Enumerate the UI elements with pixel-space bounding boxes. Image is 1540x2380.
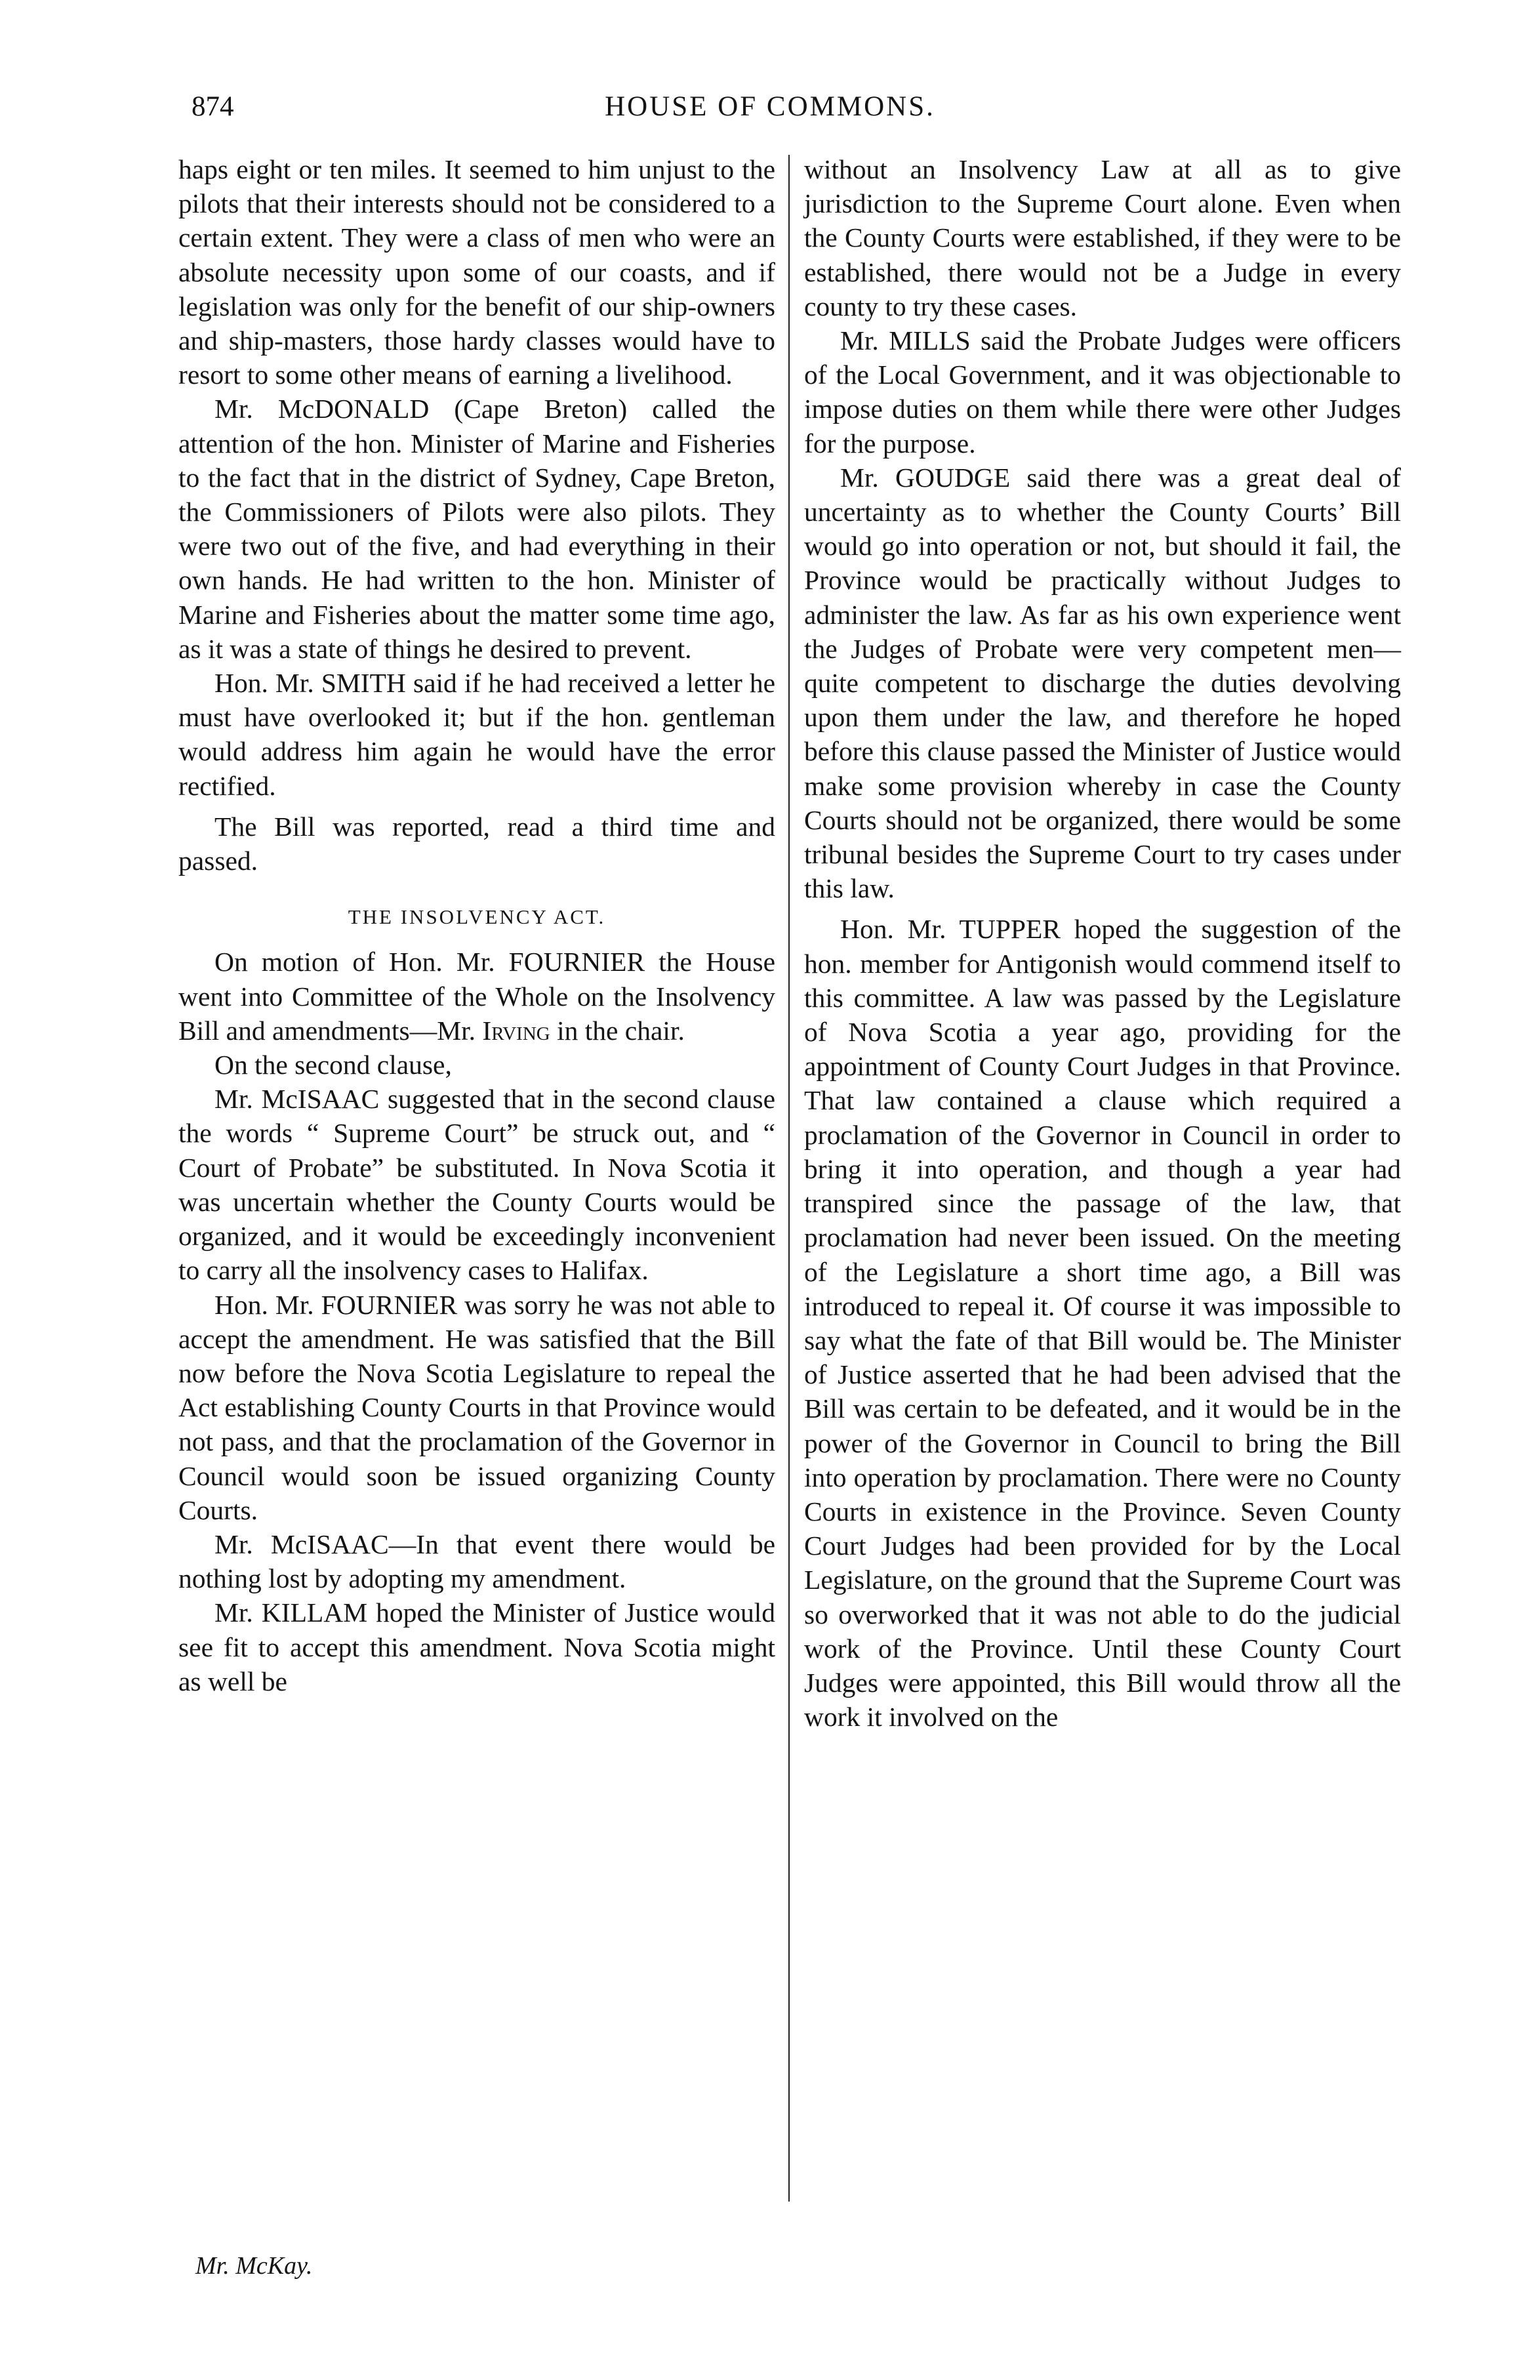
chairman-name: Irving [482, 1015, 550, 1046]
paragraph: Hon. Mr. FOURNIER was sorry he was not able to accept the amendment. He was satisfied that the Bill now before the Nova Scotia Legislature to repeal the Act establishing County Courts in that Province would not pass, and that the proclamation of the Governor in Council would soon be issued organizing County Courts. [178, 1289, 775, 1525]
paragraph: Hon. Mr. SMITH said if he had received a letter he must have overlooked it; but if the hon. gentleman would address him again he would have the error rectified. [178, 668, 775, 801]
paragraph: Mr. GOUDGE said there was a great deal of uncertainty as to whether the County Courts’ Bill would go into operation or not, but should it fail, the Province would be practically without Judges to administer the law. As far as his own experience went the Judges of Probate were very competent men—quite competent to discharge the duties devolving upon them under the law, and therefore he hoped before this clause passed the Minister of Justice would make some provision whereby in case the County Courts should not be organized, there would be some tribunal besides the Supreme Court to try cases under this law. [804, 462, 1401, 904]
paragraph: haps eight or ten miles. It seemed to him unjust to the pilots that their interests should not be considered to a certain extent. They were a class of men who were an absolute necessity upon some of our coasts, and if legislation was only for the benefit of our ship-owners and ship-masters, those hardy classes would have to resort to some other means of earning a livelihood. [178, 154, 775, 390]
paragraph: Mr. MILLS said the Probate Judges were officers of the Local Government, and it was objectionable to impose duties on them while there were other Judges for the purpose. [804, 325, 1401, 459]
paragraph: Hon. Mr. TUPPER hoped the suggestion of the hon. member for Antigonish would commend itself to this committee. A law was passed by the Legislature of Nova Scotia a year ago, providing for the appointment of County Court Judges in that Province. That law contained a clause which required a proclamation of the Governor in Council in order to bring it into operation, and though a year had transpired since the passage of the law, that proclamation had never been issued. On the meeting of the Legislature a short time ago, a Bill was introduced to repeal it. Of course it was impossible to say what the fate of that Bill would be. The Minister of Justice asserted that he had been advised that the Bill was certain to be defeated, and it would be in the power of the Governor in Council to bring the Bill into operation by proclamation. There were no County Courts in existence in the Province. Seven County Court Judges had been provided for by the Local Legislature, on the ground that the Supreme Court was so overworked that it was not able to do the judicial work of the Province. Until these County Court Judges were appointed, this Bill would throw all the work it involved on the [804, 914, 1401, 1733]
paragraph: Mr. KILLAM hoped the Minister of Justice would see fit to accept this amendment. Nova Scotia might as well be [178, 1597, 775, 1696]
running-title: HOUSE OF COMMONS. [605, 91, 935, 122]
paragraph: The Bill was reported, read a third time and passed. [178, 811, 775, 876]
paragraph: Mr. McISAAC—In that event there would be nothing lost by adopting my amendment. [178, 1529, 775, 1594]
page-number: 874 [192, 91, 234, 122]
left-column [178, 152, 775, 1698]
paragraph: Mr. McISAAC suggested that in the second clause the words “ Supreme Court” be struck out, and “ Court of Probate” be substituted. In Nova Scotia it was uncertain whether the County Courts would be organized, and it would be exceedingly inconvenient to carry all the insolvency cases to Halifax. [178, 1084, 775, 1286]
paragraph: On the second clause, [214, 1050, 452, 1080]
right-column [804, 152, 1401, 1734]
paragraph-text: On motion of Hon. Mr. FOURNIER the House went into Committee of the Whole on the Insolvency Bill and amendments—Mr. [178, 947, 775, 1046]
paragraph: Mr. McDONALD (Cape Breton) called the attention of the hon. Minister of Marine and Fisheries to the fact that in the district of Sydney, Cape Breton, the Commissioners of Pilots were also pilots. They were two out of the five, and had everything in their own hands. He had written to the hon. Minister of Marine and Fisheries about the matter some time ago, as it was a state of things he desired to prevent. [178, 394, 775, 664]
paragraph-text: in the chair. [550, 1015, 685, 1046]
page-header [0, 0, 1540, 144]
paragraph: without an Insolvency Law at all as to give jurisdiction to the Supreme Court alone. Even when the County Courts were established, if they were to be established, there would not be a Judge in every county to try these cases. [804, 154, 1401, 321]
section-heading: THE INSOLVENCY ACT. [348, 905, 606, 929]
column-divider [788, 155, 790, 2202]
footer-signature: Mr. McKay. [195, 2252, 313, 2280]
paragraph [178, 945, 775, 1048]
